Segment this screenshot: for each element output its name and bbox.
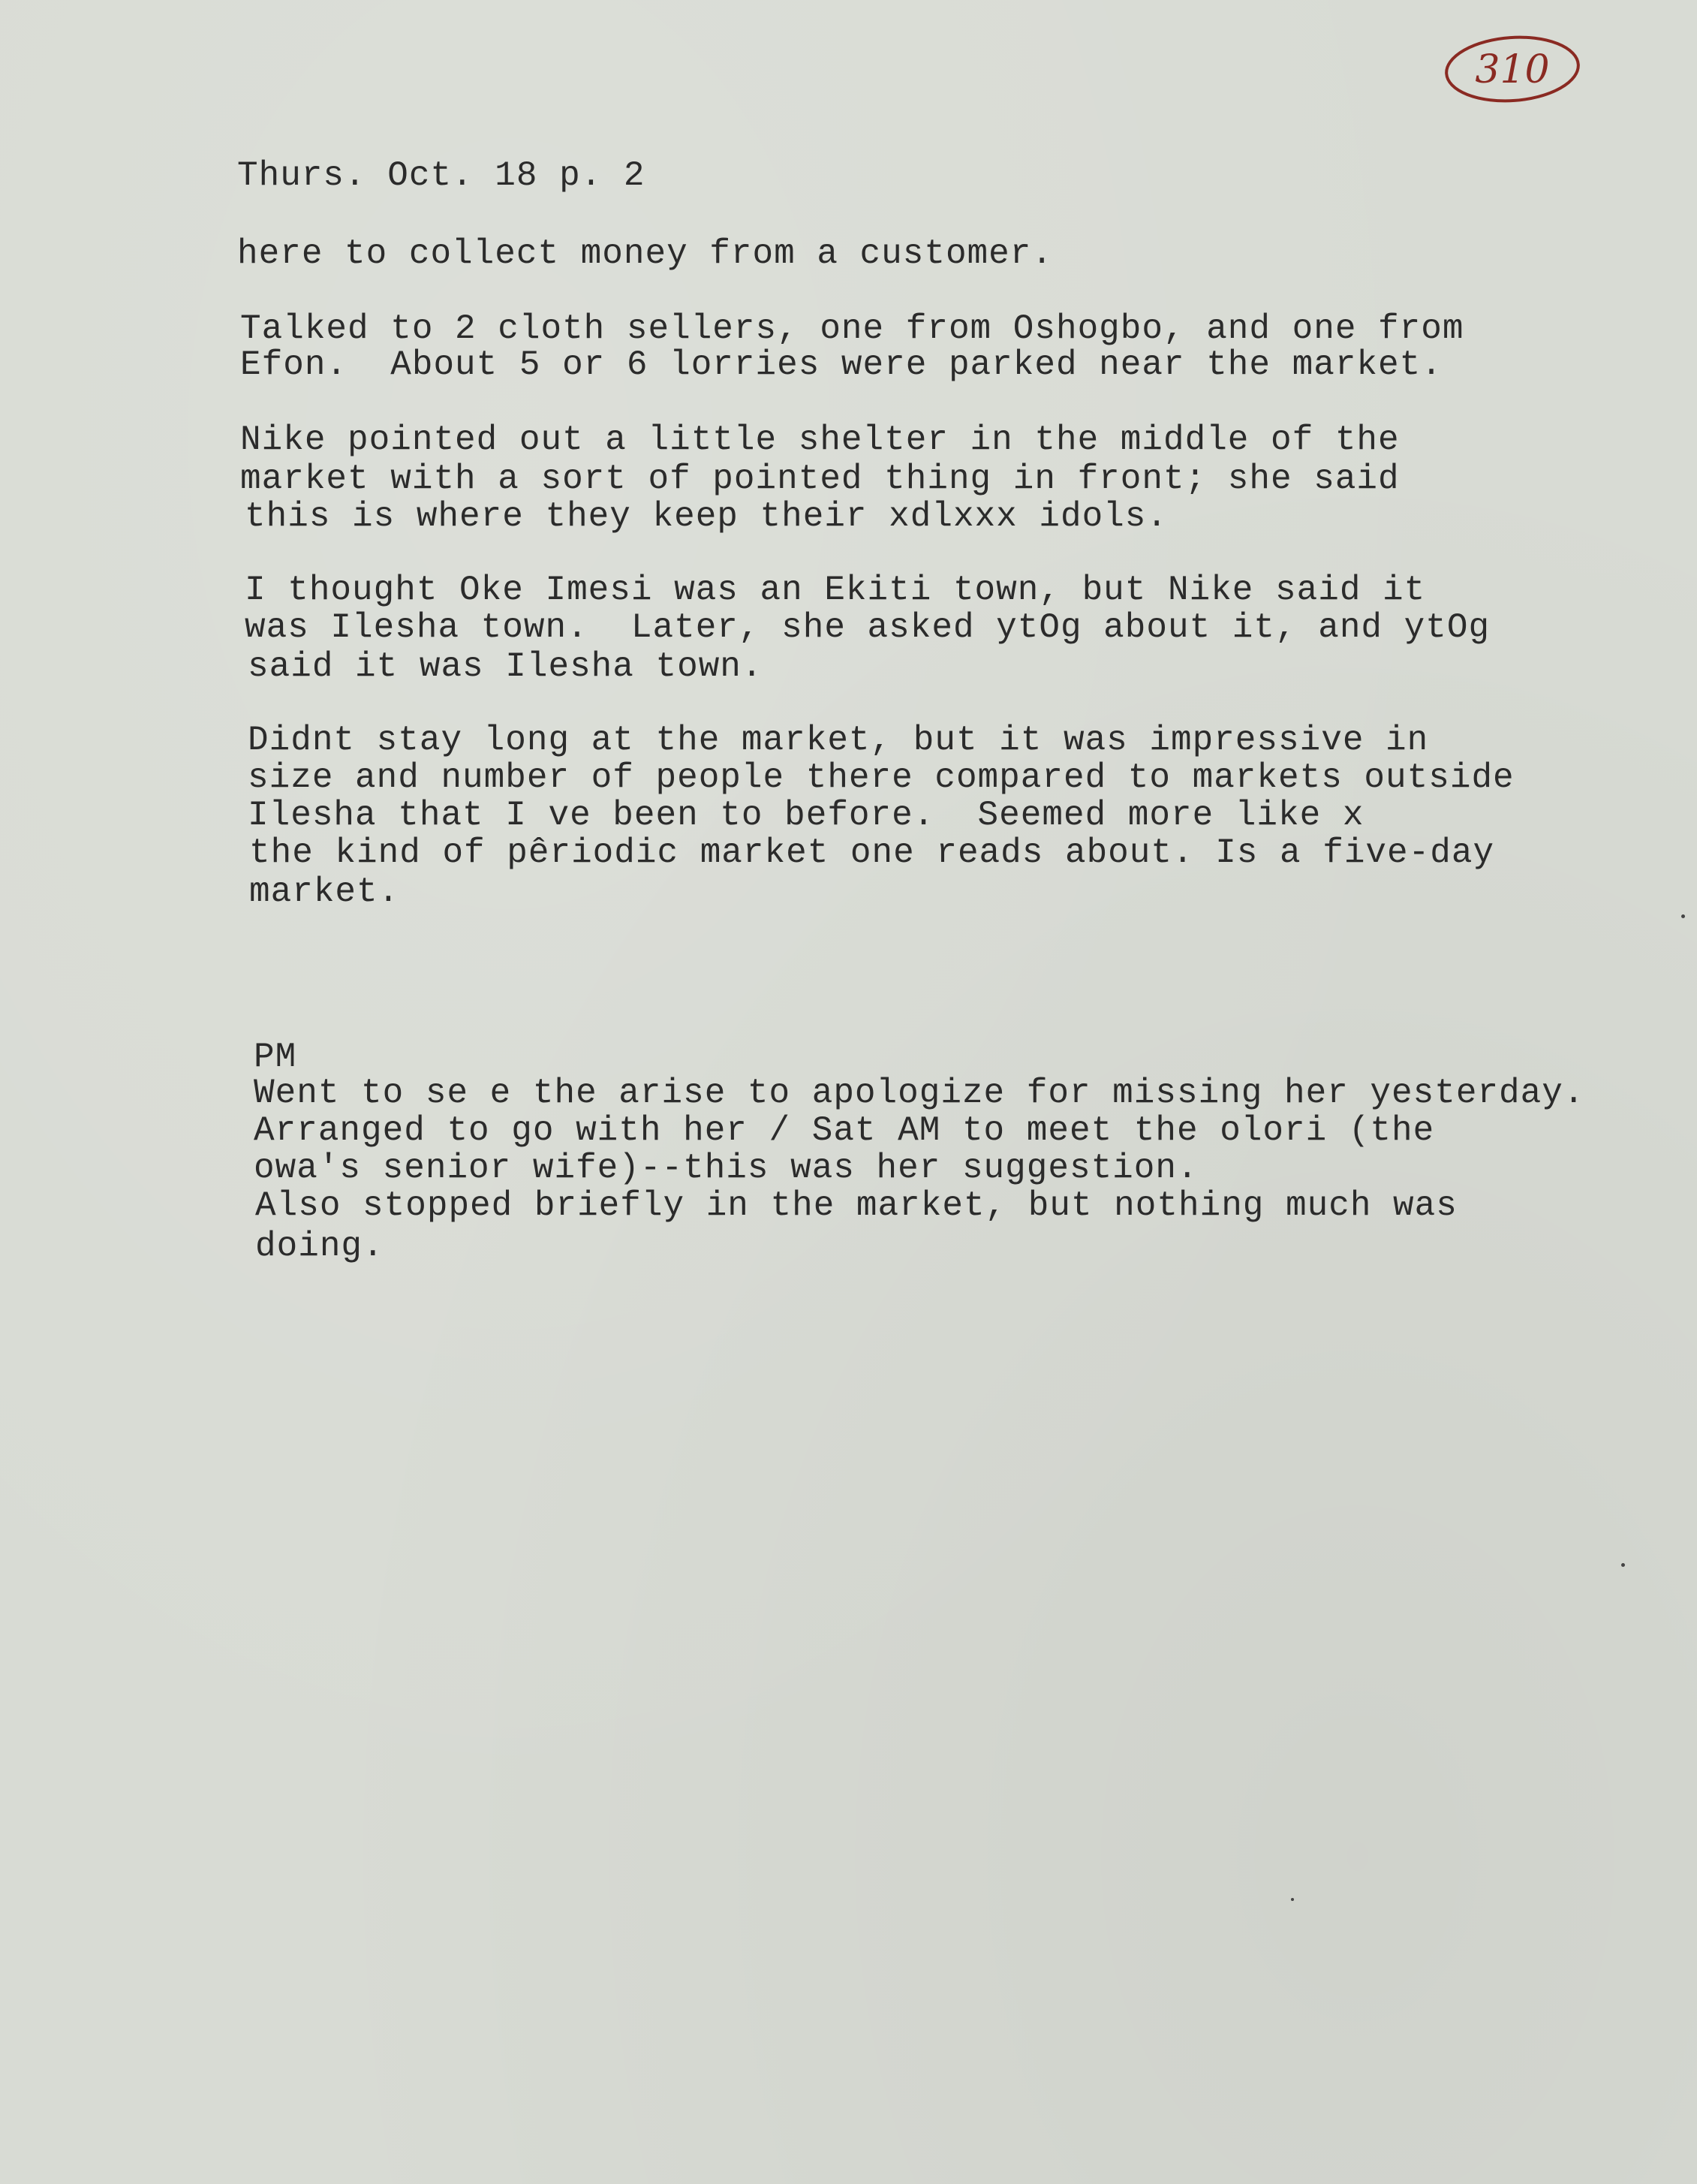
text-line: here to collect money from a customer.	[237, 234, 1053, 273]
text-line: Ilesha that I ve been to before. Seemed more like x	[248, 796, 1365, 835]
section-label-pm: PM	[254, 1038, 297, 1077]
text-line: Efon. About 5 or 6 lorries were parked near the market.	[240, 345, 1443, 384]
text-line: market.	[249, 872, 400, 911]
text-line: Talked to 2 cloth sellers, one from Oshogbo, and one from	[240, 309, 1464, 348]
text-line: Arranged to go with her / Sat AM to meet the olori (the	[254, 1111, 1435, 1150]
text-line: I thought Oke Imesi was an Ekiti town, but Nike said it	[245, 571, 1426, 610]
text-line: Didnt stay long at the market, but it was impressive in	[248, 721, 1429, 760]
page-number-stamp	[1441, 32, 1584, 107]
text-line: owa's senior wife)--this was her suggestion.	[254, 1149, 1199, 1188]
paper-speck	[1681, 914, 1685, 918]
text-line: market with a sort of pointed thing in front; she said	[240, 459, 1400, 499]
text-line: Also stopped briefly in the market, but nothing much was	[255, 1186, 1458, 1225]
text-line: this is where they keep their xdlxxx idols.	[245, 497, 1168, 536]
text-line: Nike pointed out a little shelter in the middle of the	[240, 420, 1400, 459]
page-number-text: 310	[1475, 47, 1550, 92]
text-line: Went to se e the arise to apologize for missing her yesterday.	[254, 1074, 1585, 1113]
date-header: Thurs. Oct. 18 p. 2	[237, 156, 645, 195]
text-line: said it was Ilesha town.	[248, 647, 763, 686]
paper-speck	[1291, 1898, 1294, 1901]
text-line: size and number of people there compared to markets outside	[248, 758, 1515, 797]
text-line: the kind of pêriodic market one reads about. Is a five-day	[249, 833, 1495, 872]
text-line: was Ilesha town. Later, she asked ytOg about it, and ytOg	[245, 608, 1491, 647]
text-line: doing.	[255, 1227, 384, 1266]
paper-speck	[1621, 1563, 1625, 1567]
circled-page-number	[1441, 32, 1584, 107]
